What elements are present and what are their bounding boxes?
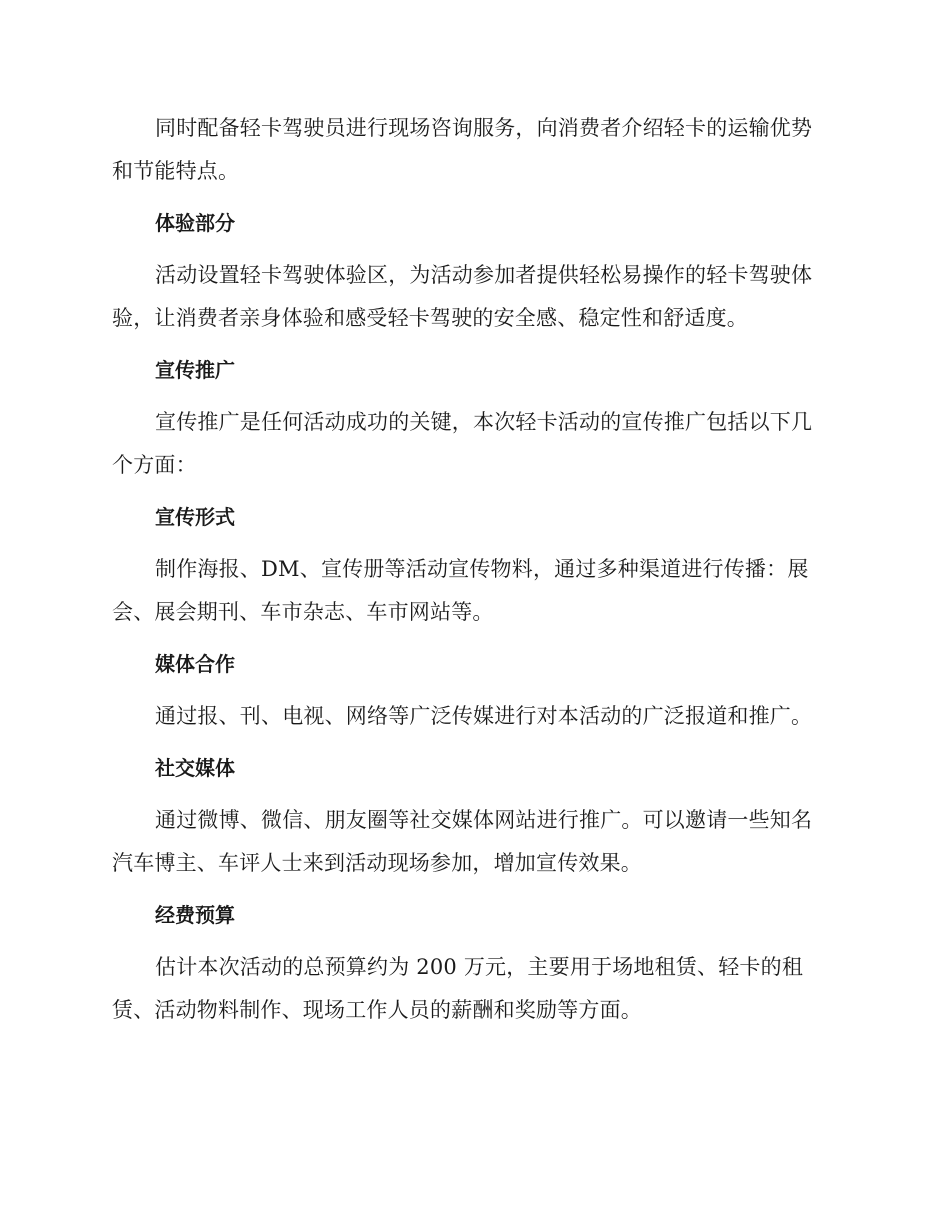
paragraph-media-coverage: 通过报、刊、电视、网络等广泛传媒进行对本活动的广泛报道和推广。 bbox=[155, 704, 813, 728]
paragraph-promotion-materials: 制作海报、DM、宣传册等活动宣传物料，通过多种渠道进行传播：展会、展会期刊、车市杂志、车市网站等。 bbox=[112, 557, 809, 624]
paragraph-driving-experience: 活动设置轻卡驾驶体验区，为活动参加者提供轻松易操作的轻卡驾驶体验，让消费者亲身体验和感受轻卡驾驶的安全感、稳定性和舒适度。 bbox=[112, 263, 813, 330]
paragraph-social-media: 通过微博、微信、朋友圈等社交媒体网站进行推广。可以邀请一些知名汽车博主、车评人士来到活动现场参加，增加宣传效果。 bbox=[112, 808, 813, 875]
heading-promotion-format: 宣传形式 bbox=[155, 505, 235, 529]
paragraph-consulting-service: 同时配备轻卡驾驶员进行现场咨询服务，向消费者介绍轻卡的运输优势和节能特点。 bbox=[112, 116, 813, 183]
heading-promotion: 宣传推广 bbox=[155, 358, 235, 382]
paragraph-budget: 估计本次活动的总预算约为 200 万元，主要用于场地租赁、轻卡的租赁、活动物料制作、现场工作人员的薪酬和奖励等方面。 bbox=[112, 955, 804, 1022]
paragraph-promotion-intro: 宣传推广是任何活动成功的关键，本次轻卡活动的宣传推广包括以下几个方面： bbox=[112, 410, 813, 477]
heading-budget: 经费预算 bbox=[155, 903, 235, 927]
heading-social-media: 社交媒体 bbox=[155, 756, 235, 780]
heading-media-cooperation: 媒体合作 bbox=[155, 652, 235, 676]
document-body bbox=[112, 107, 832, 1032]
heading-experience: 体验部分 bbox=[155, 211, 235, 235]
